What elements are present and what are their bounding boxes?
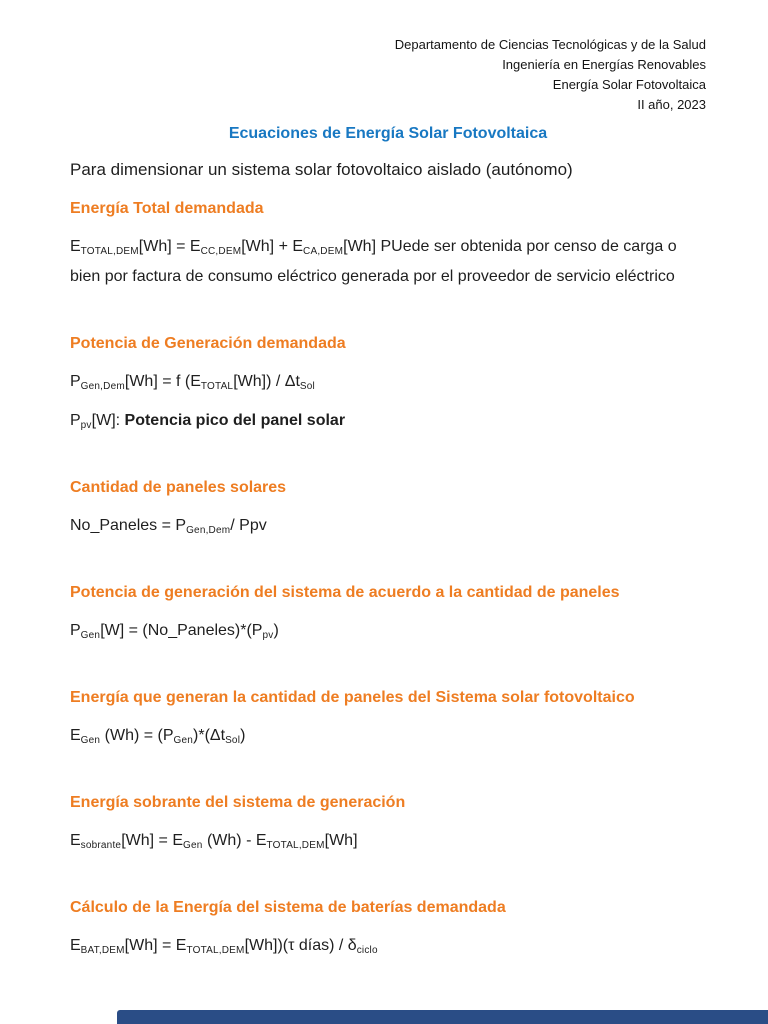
equation-subscript: Gen,Dem: [80, 381, 125, 392]
equation-text: E: [70, 727, 81, 744]
intro-text: Para dimensionar un sistema solar fotovoltaico aislado (autónomo): [70, 160, 573, 179]
equation-subscript: pv: [80, 420, 92, 431]
equation-text: / Ppv: [230, 517, 267, 534]
equation-subscript: TOTAL: [200, 381, 234, 392]
equation-text: (Wh) = (P: [100, 727, 174, 744]
sections-container: [70, 198, 706, 961]
document-section: [70, 792, 706, 856]
equation-text: E: [70, 937, 81, 954]
equation-text: P: [70, 622, 81, 639]
section-heading: Potencia de Generación demandada: [70, 335, 346, 352]
equation-text: No_Paneles = P: [70, 517, 187, 534]
equation-text: E: [70, 238, 81, 255]
equation-subscript: Sol: [225, 735, 241, 746]
equation-text: [Wh] = E: [121, 832, 183, 849]
equation-line: [70, 931, 706, 961]
header-line: Energía Solar Fotovoltaica: [552, 77, 706, 92]
equation-text: [Wh]: [324, 832, 358, 849]
equation-text: P: [70, 373, 81, 390]
section-heading: Cálculo de la Energía del sistema de baterías demandada: [70, 899, 506, 916]
equation-text: [Wh] + E: [241, 238, 304, 255]
equation-line: [70, 232, 706, 262]
equation-text: E: [70, 832, 81, 849]
equation-subscript: Sol: [299, 381, 315, 392]
equation-text: ): [240, 727, 246, 744]
section-heading: Energía sobrante del sistema de generación: [70, 794, 406, 811]
section-heading: Energía Total demandada: [70, 200, 264, 217]
document-section: [70, 582, 706, 646]
equation-subscript: Gen,Dem: [186, 525, 231, 536]
document-section: [70, 198, 706, 292]
equation-subscript: Gen: [80, 735, 101, 746]
equation-subscript: TOTAL,DEM: [80, 246, 139, 257]
equation-subscript: Gen: [173, 735, 194, 746]
equation-subscript: BAT,DEM: [80, 945, 125, 956]
equation-subscript: Gen: [183, 840, 203, 851]
header-line: II año, 2023: [637, 97, 706, 112]
equation-text: [W] = (No_Paneles)*(P: [100, 622, 263, 639]
document-section: [70, 477, 706, 541]
equation-subscript: Gen: [80, 630, 101, 641]
section-heading: Energía que generan la cantidad de paneles del Sistema solar fotovoltaico: [70, 689, 635, 706]
document-section: [70, 333, 706, 436]
equation-text: (Wh) - E: [202, 832, 267, 849]
equation-text: [Wh] = E: [124, 937, 187, 954]
equation-text: )*(Δt: [193, 727, 226, 744]
header-line: Ingeniería en Energías Renovables: [502, 57, 706, 72]
equation-line: [70, 406, 706, 436]
equation-line: [70, 262, 706, 292]
page-title: Ecuaciones de Energía Solar Fotovoltaica: [228, 125, 548, 142]
equation-text: Potencia pico del panel solar: [124, 412, 346, 429]
equation-subscript: TOTAL,DEM: [186, 945, 245, 956]
equation-subscript: pv: [262, 630, 274, 641]
equation-line: [70, 616, 706, 646]
section-heading: Potencia de generación del sistema de acuerdo a la cantidad de paneles: [70, 584, 620, 601]
document-section: [70, 687, 706, 751]
equation-line: [70, 367, 706, 397]
doc-header: [70, 35, 706, 115]
viewer-footer-bar: [117, 1010, 768, 1024]
equation-text: ): [273, 622, 279, 639]
equation-text: bien por factura de consumo eléctrico generada por el proveedor de servicio eléctrico: [70, 268, 675, 285]
header-line: Departamento de Ciencias Tecnológicas y de la Salud: [394, 37, 706, 52]
equation-text: [Wh] = E: [138, 238, 201, 255]
equation-text: [Wh] = f (E: [124, 373, 201, 390]
equation-subscript: ciclo: [356, 945, 378, 956]
equation-text: [Wh]) / Δt: [233, 373, 300, 390]
document-section: [70, 897, 706, 961]
equation-subscript: sobrante: [80, 840, 122, 851]
equation-text: [Wh] PUede ser obtenida por censo de carga o: [343, 238, 677, 255]
equation-subscript: CC,DEM: [200, 246, 242, 257]
equation-line: [70, 721, 706, 751]
equation-subscript: CA,DEM: [303, 246, 344, 257]
equation-subscript: TOTAL,DEM: [266, 840, 325, 851]
equation-line: [70, 511, 706, 541]
equation-line: [70, 826, 706, 856]
equation-text: P: [70, 412, 81, 429]
section-heading: Cantidad de paneles solares: [70, 479, 287, 496]
equation-text: [Wh])(τ días) / δ: [244, 937, 357, 954]
equation-text: [W]:: [91, 412, 125, 429]
